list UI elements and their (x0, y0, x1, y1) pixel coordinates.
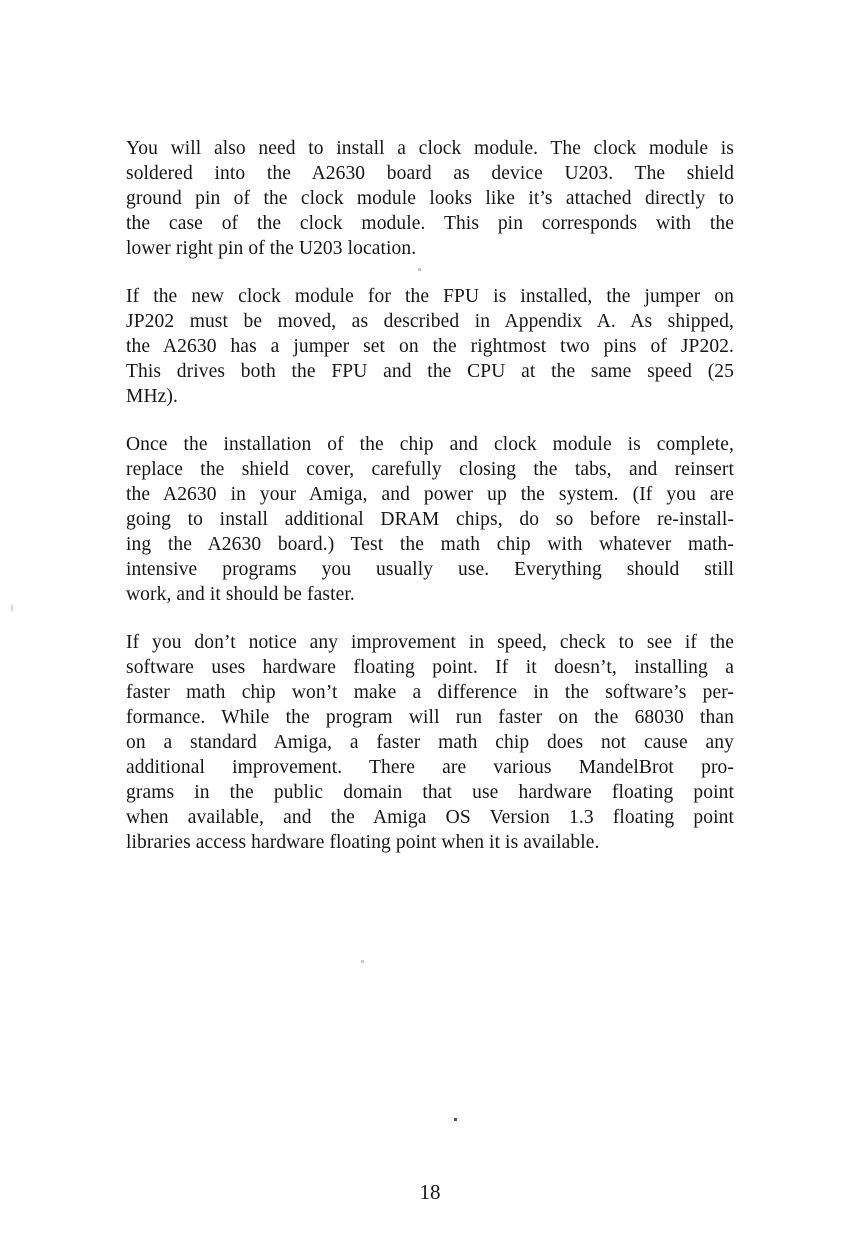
scan-artifact-speck (418, 268, 421, 271)
paragraph (126, 630, 734, 855)
text-line: replace the shield cover, carefully closing the tabs, and reinsert (126, 459, 734, 480)
text-line: grams in the public domain that use hardware floating point (126, 782, 734, 803)
text-line: the A2630 has a jumper set on the rightmost two pins of JP202. (126, 336, 734, 357)
text-line: going to install additional DRAM chips, do so before re-install- (126, 509, 734, 530)
text-line: on a standard Amiga, a faster math chip does not cause any (126, 732, 734, 753)
text-line: intensive programs you usually use. Everything should still (126, 559, 734, 580)
text-line: work, and it should be faster. (126, 584, 355, 605)
scan-artifact-speck (361, 960, 364, 963)
text-line: This drives both the FPU and the CPU at the same speed (25 (126, 361, 734, 382)
paragraph (126, 284, 734, 409)
scan-artifact-speck (454, 1118, 457, 1121)
text-line: ground pin of the clock module looks like it’s attached directly to (126, 188, 734, 209)
text-line: You will also need to install a clock module. The clock module is (126, 138, 734, 159)
text-line: faster math chip won’t make a difference in the software’s per- (126, 682, 734, 703)
text-line: lower right pin of the U203 location. (126, 238, 417, 259)
text-line: formance. While the program will run faster on the 68030 than (126, 707, 734, 728)
text-line: the case of the clock module. This pin corresponds with the (126, 213, 734, 234)
text-line: Once the installation of the chip and clock module is complete, (126, 434, 734, 455)
text-line: software uses hardware floating point. If it doesn’t, installing a (126, 657, 734, 678)
text-line: the A2630 in your Amiga, and power up the system. (If you are (126, 484, 734, 505)
paragraph (126, 432, 734, 607)
text-line: additional improvement. There are various MandelBrot pro- (126, 757, 734, 778)
text-line: MHz). (126, 386, 178, 407)
paragraph (126, 136, 734, 261)
text-line: If you don’t notice any improvement in speed, check to see if the (126, 632, 734, 653)
page-number: 18 (419, 1180, 441, 1204)
text-line: ing the A2630 board.) Test the math chip with whatever math- (126, 534, 734, 555)
text-line: soldered into the A2630 board as device U203. The shield (126, 163, 734, 184)
text-line: when available, and the Amiga OS Version 1.3 floating point (126, 807, 734, 828)
text-block (126, 136, 734, 878)
text-line: JP202 must be moved, as described in Appendix A. As shipped, (126, 311, 734, 332)
text-line: libraries access hardware floating point when it is available. (126, 832, 600, 853)
text-line: If the new clock module for the FPU is installed, the jumper on (126, 286, 734, 307)
scan-artifact-speck (11, 605, 13, 611)
